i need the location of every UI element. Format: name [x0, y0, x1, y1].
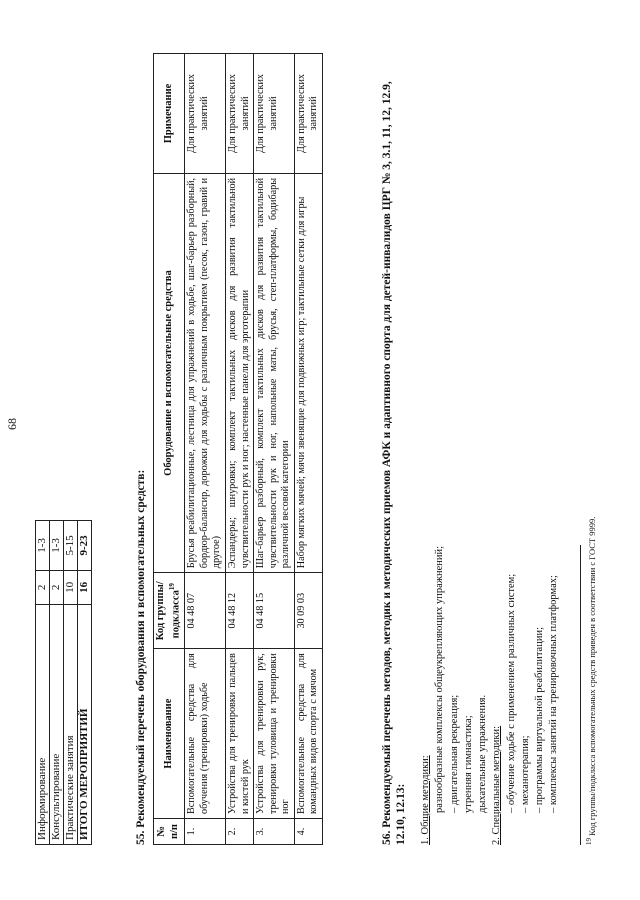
col-header-code: [154, 573, 185, 649]
row-name: Вспомогательные средства для обучения (тренировки) ходьбе: [185, 649, 226, 819]
col-header-number: № п/п: [154, 819, 185, 845]
row-number: 4.: [294, 819, 322, 845]
table-row: [36, 521, 50, 845]
list-item: – механотерапия;: [519, 735, 531, 813]
footnote-divider: [580, 545, 581, 845]
page-number: 68: [5, 418, 19, 430]
row-name: Устройства для тренировки пальцев и кистей рук: [225, 649, 253, 819]
table-row: [254, 54, 295, 845]
list-item-text: механотерапия;: [519, 735, 531, 806]
row-equipment: Шаг-барьер разборный, комплект тактильных дисков для развития тактильной чувствительности рук и ног, напольные маты, брусья, степ-платформы, бодибары различной весовой категории: [254, 173, 295, 572]
table-cell: 16: [78, 570, 92, 604]
list-item: разнообразные комплексы общеукрепляющих упражнений;: [434, 545, 446, 813]
list-item-text: программы виртуальной реабилитации;: [534, 627, 546, 806]
col-header-code-text: Код группы/ подкласса: [155, 581, 182, 641]
group-title-general: 1. Общие методики:: [420, 755, 431, 845]
footnote-mark: 19: [585, 838, 593, 845]
table-cell: Информирование: [36, 605, 50, 845]
row-code: 04 48 15: [254, 573, 295, 649]
row-code: 30 09 03: [294, 573, 322, 649]
row-number: 3.: [254, 819, 295, 845]
table-cell: 5-15: [64, 521, 78, 571]
table-cell: 1-3: [50, 521, 64, 571]
table-cell: 1-3: [36, 521, 50, 571]
row-code: 04 48 12: [225, 573, 253, 649]
table-header-row: [154, 54, 185, 845]
table-cell: 9-23: [78, 521, 92, 571]
footnote: [585, 517, 597, 845]
table-cell: 2: [36, 570, 50, 604]
summary-table: [35, 520, 92, 845]
row-equipment: Брусья реабилитационные, лестница для упражнений в ходьбе, шаг-барьер разборный, бордюр-балансир, дорожки для ходьбы с различным покрытием (песок, газон, гравий и другое): [185, 173, 226, 572]
row-note: Для практических занятий: [254, 54, 295, 174]
row-note: Для практических занятий: [185, 54, 226, 174]
table-cell: Практические занятия: [64, 605, 78, 845]
group-title-special: 2. Специальные методики:: [491, 725, 503, 845]
total-row: [78, 521, 92, 845]
table-cell: ИТОГО МЕРОПРИЯТИЙ: [78, 605, 92, 845]
row-number: 1.: [185, 819, 226, 845]
row-name: Вспомогательные средства для командных видов спорта с мячом: [294, 649, 322, 819]
list-item: дыхательные упражнения.: [477, 694, 489, 813]
row-equipment: Эспандеры; шнуровки; комплект тактильных дисков для развития тактильной чувствительности рук и ног; настенные панели для эрготерапии: [225, 173, 253, 572]
row-note: Для практических занятий: [294, 54, 322, 174]
list-item: утренняя гимнастика;: [462, 715, 474, 813]
methods-list: [419, 546, 562, 845]
table-row: [294, 54, 322, 845]
row-number: 2.: [225, 819, 253, 845]
list-item: – комплексы занятий на тренировочных платформах;: [548, 575, 560, 813]
footnote-ref: 19: [167, 583, 176, 591]
table-cell: 10: [64, 570, 78, 604]
row-name: Устройства для тренировки рук, тренировки туловища и тренировки ног: [254, 649, 295, 819]
list-item-text: обучение ходьбе с применением различных систем;: [505, 573, 517, 806]
footnote-text: Код группы/подкласса вспомогательных средств приведен в соответствии с ГОСТ 9999.: [586, 516, 597, 838]
table-row: [50, 521, 64, 845]
list-item-text: двигательная рекреация;: [448, 694, 460, 806]
table-cell: Консультирование: [50, 605, 64, 845]
section-56-heading: 56. Рекомендуемый перечень методов, методик и методических приемов АФК и адаптивного спорта для детей-инвалидов ЦРГ № 3, 3.1, 11, 12, 12.9, 12.10, 12.13:: [381, 81, 408, 845]
list-item-text: комплексы занятий на тренировочных платформах;: [548, 575, 560, 806]
section-55-heading: 55. Рекомендуемый перечень оборудования и вспомогательных средств:: [135, 469, 147, 845]
equipment-table: [153, 53, 323, 845]
list-item: – двигательная рекреация;: [448, 694, 460, 813]
row-note: Для практических занятий: [225, 54, 253, 174]
row-code: 04 48 07: [185, 573, 226, 649]
list-item: – программы виртуальной реабилитации;: [534, 627, 546, 813]
col-header-equipment: Оборудование и вспомогательные средства: [154, 173, 185, 572]
table-row: [185, 54, 226, 845]
row-equipment: Набор мягких мячей; мячи звенящие для подвижных игр; тактильные сетки для игры: [294, 173, 322, 572]
col-header-name: Наименование: [154, 649, 185, 819]
table-row: [64, 521, 78, 845]
table-cell: 2: [50, 570, 64, 604]
list-item: – обучение ходьбе с применением различных систем;: [505, 573, 517, 813]
col-header-note: Примечание: [154, 54, 185, 174]
table-row: [225, 54, 253, 845]
